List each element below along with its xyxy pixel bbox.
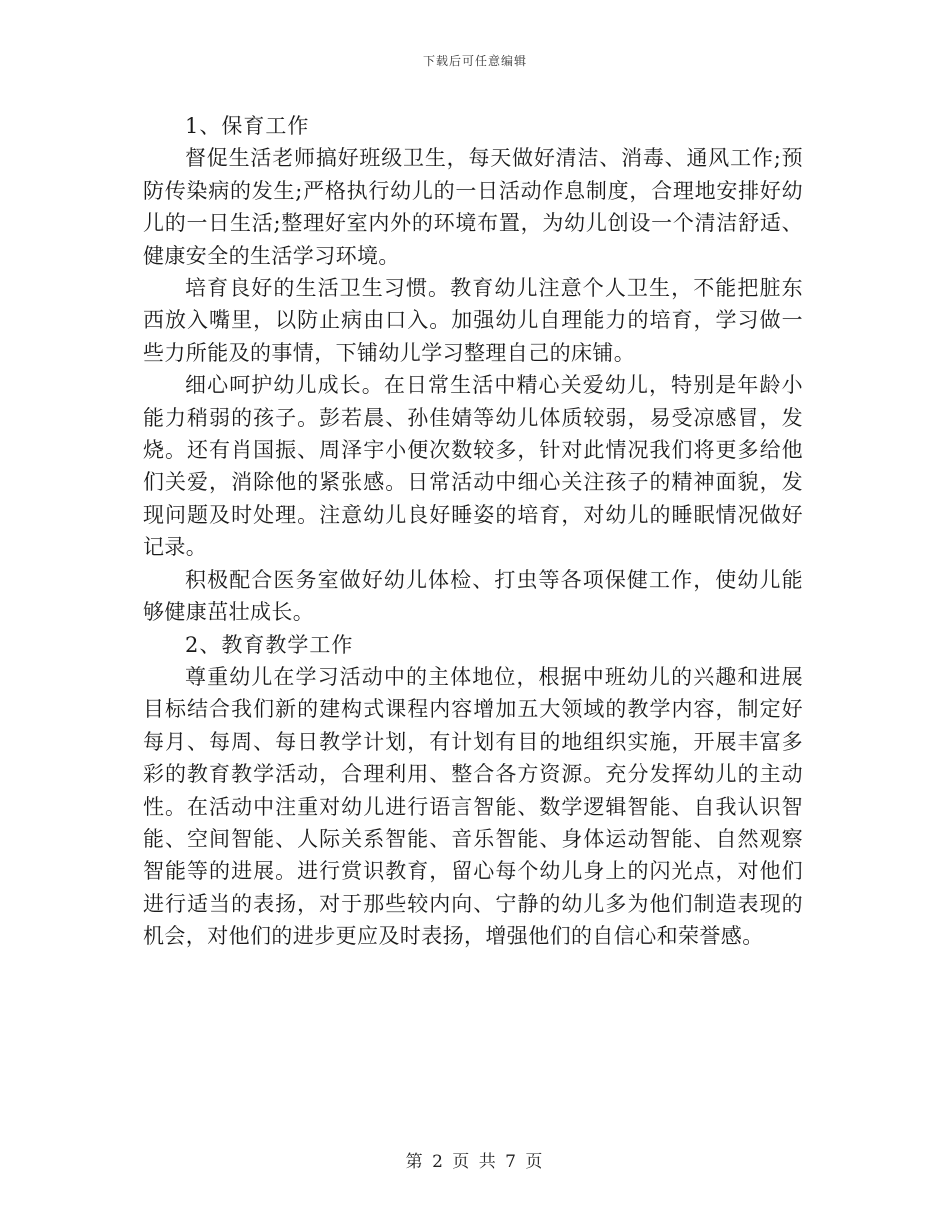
paragraph-careful-care: 细心呵护幼儿成长。在日常生活中精心关爱幼儿，特别是年龄小能力稍弱的孩子。彭若晨、孙佳婧等幼儿体质较弱，易受凉感冒，发烧。还有肖国振、周泽宇小便次数较多，针对此情况我们将更多给他们关爱，消除他的紧张感。日常活动中细心关注孩子的精神面貌，发现问题及时处理。注意幼儿良好睡姿的培育，对幼儿的睡眠情况做好记录。 (143, 373, 803, 560)
section-heading-teaching: 2、教育教学工作 (185, 632, 354, 657)
page-number: 第 2 页 共 7 页 (405, 1152, 545, 1172)
page-header: 下载后可任意编辑 (422, 54, 527, 68)
paragraph-teaching-work: 尊重幼儿在学习活动中的主体地位，根据中班幼儿的兴趣和进展目标结合我们新的建构式课程内容增加五大领域的教学内容，制定好每月、每周、每日教学计划，有计划有目的地组织实施，开展丰富多彩的教育教学活动，合理利用、整合各方资源。充分发挥幼儿的主动性。在活动中注重对幼儿进行语言智能、数学逻辑智能、自我认识智能、空间智能、人际关系智能、音乐智能、身体运动智能、自然观察智能等的进展。进行赏识教育，留心每个幼儿身上的闪光点，对他们进行适当的表扬，对于那些较内向、宁静的幼儿多为他们制造表现的机会，对他们的进步更应及时表扬，增强他们的自信心和荣誉感。 (143, 664, 803, 949)
paragraph-health-checks: 积极配合医务室做好幼儿体检、打虫等各项保健工作，使幼儿能够健康茁壮成长。 (143, 567, 803, 625)
section-heading-childcare: 1、保育工作 (185, 114, 310, 138)
paragraph-hygiene-supervision: 督促生活老师搞好班级卫生，每天做好清洁、消毒、通风工作;预防传染病的发生;严格执行幼儿的一日活动作息制度，合理地安排好幼儿的一日生活;整理好室内外的环境布置，为幼儿创设一个清洁舒适、健康安全的生活学习环境。 (143, 146, 803, 268)
document-body (143, 110, 803, 953)
paragraph-hygiene-habits: 培育良好的生活卫生习惯。教育幼儿注意个人卫生，不能把脏东西放入嘴里，以防止病由口入。加强幼儿自理能力的培育，学习做一些力所能及的事情，下铺幼儿学习整理自己的床铺。 (143, 276, 803, 365)
